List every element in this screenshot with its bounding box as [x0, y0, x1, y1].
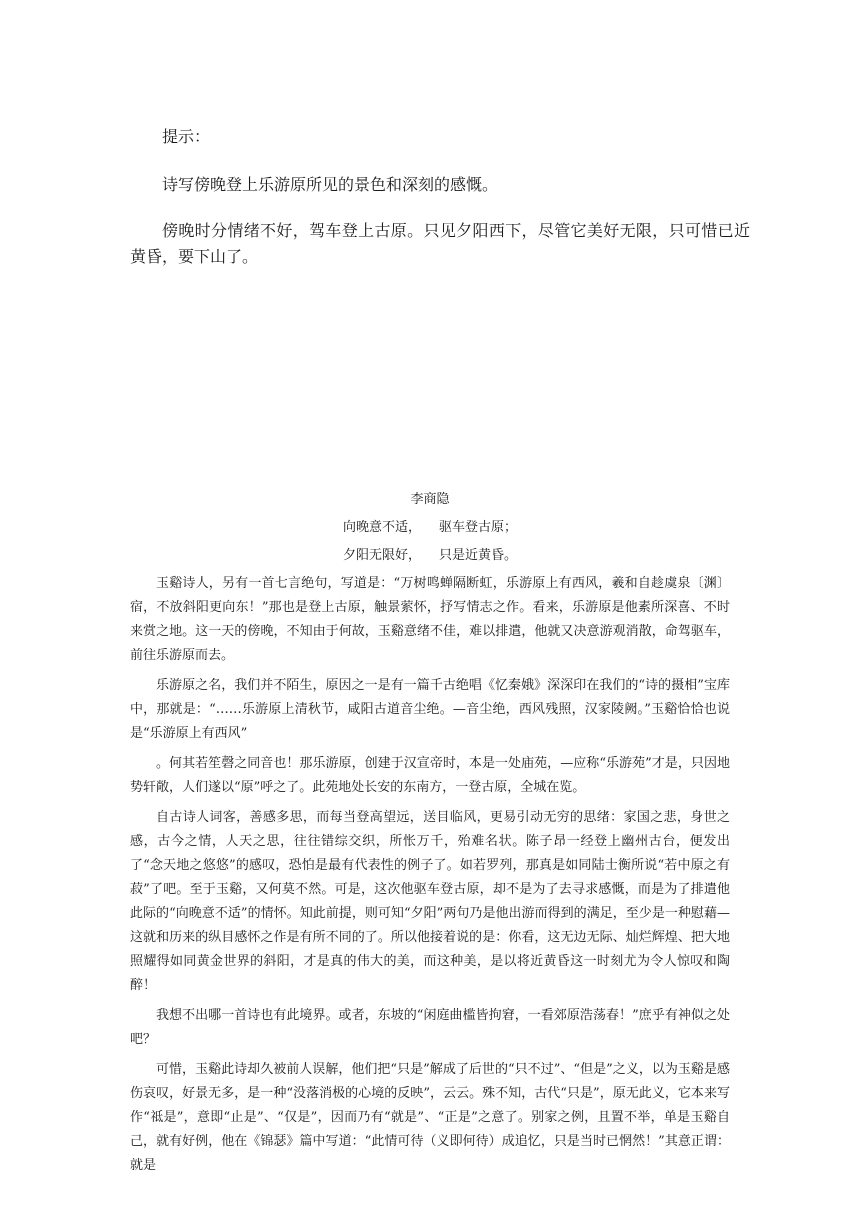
commentary-paragraph-6: 可惜，玉谿此诗却久被前人误解，他们把“只是”解成了后世的“只不过”、“但是”之义，以为玉谿是感伤哀叹，好景无多，是一种“没落消极的心境的反映”，云云。殊不知，古代“只是”，原无此义，它本来写作“祗是”，意即“止是”、“仅是”，因而乃有“就是”、“正是”之意了。别家之例，且置不举，单是玉谿自己，就有好例，他在《锦瑟》篇中写道：“此情可待（义即何待）成追忆，只是当时已惘然！”其意正谓：就是 — [130, 1062, 730, 1173]
poem-line-2-second-half: 只是近黄昏。 — [439, 548, 518, 563]
commentary-paragraph-3: 。何其若笙磬之同音也！那乐游原，创建于汉宣帝时，本是一处庙苑，—应称“乐游苑”才是，只因地势轩敞，人们遂以“原”呼之了。此苑地处长安的东南方，一登古原，全城在览。 — [130, 756, 730, 795]
poem-line-2 — [130, 544, 730, 568]
poem-notes-section — [130, 124, 750, 270]
poem-summary: 诗写傍晚登上乐游原所见的景色和深刻的感慨。 — [162, 175, 499, 194]
poem-translation: 傍晚时分情绪不好，驾车登上古原。只见夕阳西下，尽管它美好无限，只可惜已近黄昏，要下山了。 — [130, 221, 750, 266]
poem-line-1-second-half: 驱车登古原； — [439, 520, 518, 535]
commentary-paragraph-1: 玉谿诗人，另有一首七言绝句，写道是：“万树鸣蝉隔断虹，乐游原上有西风，羲和自趁虞泉〔渊〕宿，不放斜阳更向东！”那也是登上古原，触景萦怀，抒写情志之作。看来，乐游原是他素所深喜、不时来赏之地。这一天的傍晚，不知由于何故，玉谿意绪不佳，难以排遣，他就又决意游观消散，命驾驱车，前往乐游原而去。 — [130, 576, 730, 663]
commentary-section — [130, 488, 730, 1184]
poem-line-2-first-half: 夕阳无限好， — [342, 548, 421, 563]
poem-author: 李商隐 — [410, 492, 450, 507]
poem-line-1 — [130, 516, 730, 540]
hint-label: 提示： — [162, 127, 211, 146]
commentary-paragraph-5: 我想不出哪一首诗也有此境界。或者，东坡的“闲庭曲槛皆拘窘，一看郊原浩荡春！”庶乎有神似之处吧？ — [130, 1008, 730, 1047]
commentary-paragraph-4: 自古诗人词客，善感多思，而每当登高望远，送目临风，更易引动无穷的思绪：家国之悲，身世之感，古今之情，人天之思，往往错综交织，所怅万千，殆难名状。陈子昂一经登上幽州古台，便发出了“念天地之悠悠”的感叹，恐怕是最有代表性的例子了。如若罗列，那真是如同陆士衡所说“若中原之有菽”了吧。至于玉谿，又何莫不然。可是，这次他驱车登古原，却不是为了去寻求感慨，而是为了排遣他此际的“向晚意不适”的情怀。知此前提，则可知“夕阳”两句乃是他出游而得到的满足，至少是一种慰藉—这就和历来的纵目感怀之作是有所不同的了。所以他接着说的是：你看，这无边无际、灿烂辉煌、把大地照耀得如同黄金世界的斜阳，才是真的伟大的美，而这种美，是以将近黄昏这一时刻尤为令人惊叹和陶醉！ — [130, 810, 730, 993]
commentary-paragraph-2: 乐游原之名，我们并不陌生，原因之一是有一篇千古绝唱《忆秦娥》深深印在我们的“诗的摄相”宝库中，那就是：“……乐游原上清秋节，咸阳古道音尘绝。—音尘绝，西风残照，汉家陵阙。”玉谿恰恰也说是“乐游原上有西风” — [130, 678, 730, 741]
poem-line-1-first-half: 向晚意不适， — [342, 520, 421, 535]
